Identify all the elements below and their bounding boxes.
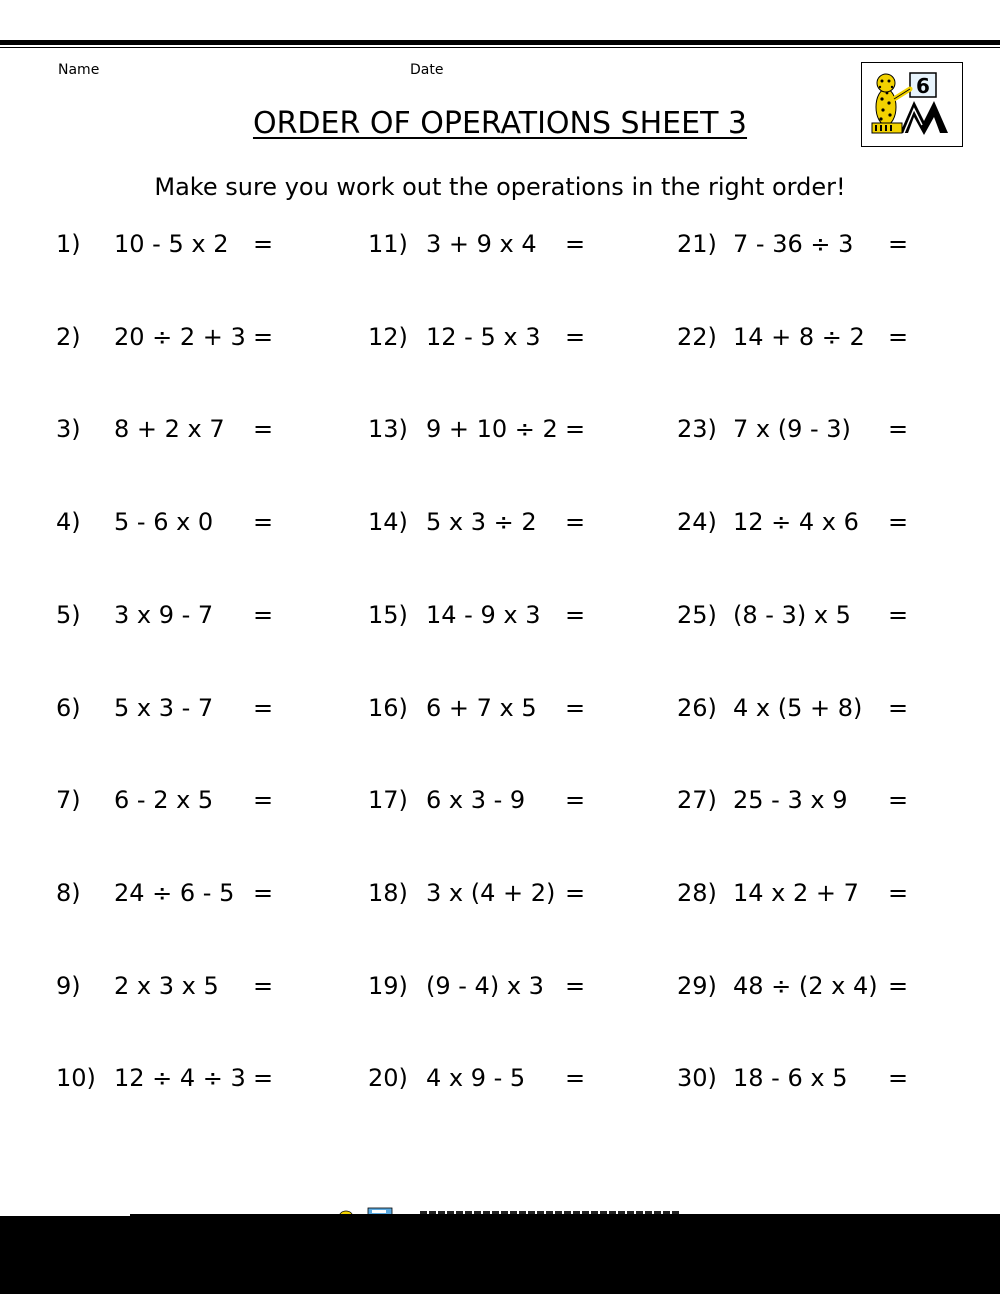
equals-sign: =	[253, 879, 274, 907]
problem-item	[368, 319, 595, 355]
problem-item	[368, 504, 595, 540]
equals-sign: =	[253, 415, 274, 443]
problem-item	[368, 875, 595, 911]
problem-expression: 5 - 6 x 0	[114, 508, 214, 536]
equals-sign: =	[888, 879, 909, 907]
problem-item	[368, 597, 595, 633]
equals-sign: =	[253, 694, 274, 722]
equals-sign: =	[888, 323, 909, 351]
problem-expression: 6 x 3 - 9	[426, 786, 526, 814]
problem-item	[56, 1060, 283, 1096]
problem-item	[56, 968, 283, 1004]
problem-expression: 12 ÷ 4 ÷ 3	[114, 1064, 246, 1092]
problem-expression: 18 - 6 x 5	[733, 1064, 848, 1092]
page-title-text: ORDER OF OPERATIONS SHEET 3	[252, 106, 748, 141]
problem-number: 4)	[56, 508, 81, 536]
problem-number: 16)	[368, 694, 408, 722]
problem-number: 29)	[677, 972, 717, 1000]
problem-expression: 5 x 3 - 7	[114, 694, 214, 722]
problem-number: 27)	[677, 786, 717, 814]
problem-number: 28)	[677, 879, 717, 907]
problem-expression: 6 + 7 x 5	[426, 694, 537, 722]
problem-item	[56, 226, 283, 262]
problem-number: 10)	[56, 1064, 96, 1092]
equals-sign: =	[253, 230, 274, 258]
problem-expression: (8 - 3) x 5	[733, 601, 851, 629]
problem-item	[677, 968, 918, 1004]
problem-item	[677, 319, 918, 355]
problem-expression: 4 x 9 - 5	[426, 1064, 526, 1092]
problem-expression: 48 ÷ (2 x 4)	[733, 972, 878, 1000]
problem-expression: 3 + 9 x 4	[426, 230, 537, 258]
problem-number: 14)	[368, 508, 408, 536]
problem-expression: 12 ÷ 4 x 6	[733, 508, 859, 536]
problem-number: 26)	[677, 694, 717, 722]
problem-number: 5)	[56, 601, 81, 629]
problem-number: 6)	[56, 694, 81, 722]
problem-item	[677, 1060, 918, 1096]
problem-number: 2)	[56, 323, 81, 351]
problem-item	[368, 782, 595, 818]
problem-expression: 14 x 2 + 7	[733, 879, 859, 907]
problem-expression: 6 - 2 x 5	[114, 786, 214, 814]
problem-expression: 12 - 5 x 3	[426, 323, 541, 351]
problem-number: 8)	[56, 879, 81, 907]
problem-expression: 25 - 3 x 9	[733, 786, 848, 814]
equals-sign: =	[888, 1064, 909, 1092]
problem-item	[56, 782, 283, 818]
equals-sign: =	[565, 972, 586, 1000]
name-label: Name	[58, 62, 100, 78]
problem-item	[677, 690, 918, 726]
problem-number: 25)	[677, 601, 717, 629]
problem-number: 9)	[56, 972, 81, 1000]
equals-sign: =	[253, 601, 274, 629]
problem-expression: (9 - 4) x 3	[426, 972, 544, 1000]
problem-number: 3)	[56, 415, 81, 443]
problem-expression: 3 x 9 - 7	[114, 601, 214, 629]
problem-item	[368, 968, 595, 1004]
equals-sign: =	[565, 508, 586, 536]
problem-item	[56, 319, 283, 355]
equals-sign: =	[565, 415, 586, 443]
problem-number: 12)	[368, 323, 408, 351]
problem-item	[677, 782, 918, 818]
problem-item	[368, 690, 595, 726]
problem-item	[56, 597, 283, 633]
equals-sign: =	[565, 1064, 586, 1092]
problem-number: 30)	[677, 1064, 717, 1092]
equals-sign: =	[888, 508, 909, 536]
equals-sign: =	[253, 323, 274, 351]
top-rule	[0, 40, 1000, 45]
problem-expression: 24 ÷ 6 - 5	[114, 879, 235, 907]
equals-sign: =	[565, 230, 586, 258]
equals-sign: =	[565, 879, 586, 907]
problem-item	[677, 875, 918, 911]
problem-expression: 14 - 9 x 3	[426, 601, 541, 629]
problem-expression: 2 x 3 x 5	[114, 972, 219, 1000]
problem-number: 7)	[56, 786, 81, 814]
problem-number: 18)	[368, 879, 408, 907]
equals-sign: =	[253, 1064, 274, 1092]
bottom-black-bar	[0, 1216, 1000, 1294]
problem-item	[56, 690, 283, 726]
equals-sign: =	[888, 601, 909, 629]
equals-sign: =	[565, 694, 586, 722]
equals-sign: =	[565, 601, 586, 629]
problem-number: 24)	[677, 508, 717, 536]
problem-item	[56, 875, 283, 911]
problem-number: 11)	[368, 230, 408, 258]
problem-number: 20)	[368, 1064, 408, 1092]
problem-number: 13)	[368, 415, 408, 443]
problem-expression: 3 x (4 + 2)	[426, 879, 556, 907]
equals-sign: =	[253, 786, 274, 814]
problem-item	[677, 411, 918, 447]
problem-number: 15)	[368, 601, 408, 629]
problem-expression: 14 + 8 ÷ 2	[733, 323, 865, 351]
problem-item	[56, 504, 283, 540]
top-rule-thin	[0, 47, 1000, 48]
logo-badge-number: 6	[916, 74, 930, 98]
equals-sign: =	[888, 694, 909, 722]
date-label: Date	[410, 62, 444, 78]
problem-item	[368, 411, 595, 447]
problem-number: 21)	[677, 230, 717, 258]
problem-expression: 9 + 10 ÷ 2	[426, 415, 558, 443]
equals-sign: =	[888, 972, 909, 1000]
problem-expression: 4 x (5 + 8)	[733, 694, 863, 722]
equals-sign: =	[253, 972, 274, 1000]
equals-sign: =	[888, 230, 909, 258]
problem-item	[677, 504, 918, 540]
problem-number: 23)	[677, 415, 717, 443]
problem-expression: 7 x (9 - 3)	[733, 415, 851, 443]
problem-number: 22)	[677, 323, 717, 351]
problem-item	[677, 597, 918, 633]
instructions: Make sure you work out the operations in the right order!	[154, 173, 846, 201]
problem-item	[368, 226, 595, 262]
problem-expression: 7 - 36 ÷ 3	[733, 230, 854, 258]
equals-sign: =	[888, 786, 909, 814]
equals-sign: =	[565, 786, 586, 814]
problem-number: 1)	[56, 230, 81, 258]
problem-expression: 20 ÷ 2 + 3	[114, 323, 246, 351]
problem-item	[56, 411, 283, 447]
equals-sign: =	[565, 323, 586, 351]
problem-expression: 8 + 2 x 7	[114, 415, 225, 443]
problem-item	[368, 1060, 595, 1096]
problem-number: 19)	[368, 972, 408, 1000]
page-title	[0, 104, 1000, 144]
equals-sign: =	[888, 415, 909, 443]
problem-number: 17)	[368, 786, 408, 814]
equals-sign: =	[253, 508, 274, 536]
problem-item	[677, 226, 918, 262]
problem-expression: 5 x 3 ÷ 2	[426, 508, 537, 536]
problem-expression: 10 - 5 x 2	[114, 230, 229, 258]
